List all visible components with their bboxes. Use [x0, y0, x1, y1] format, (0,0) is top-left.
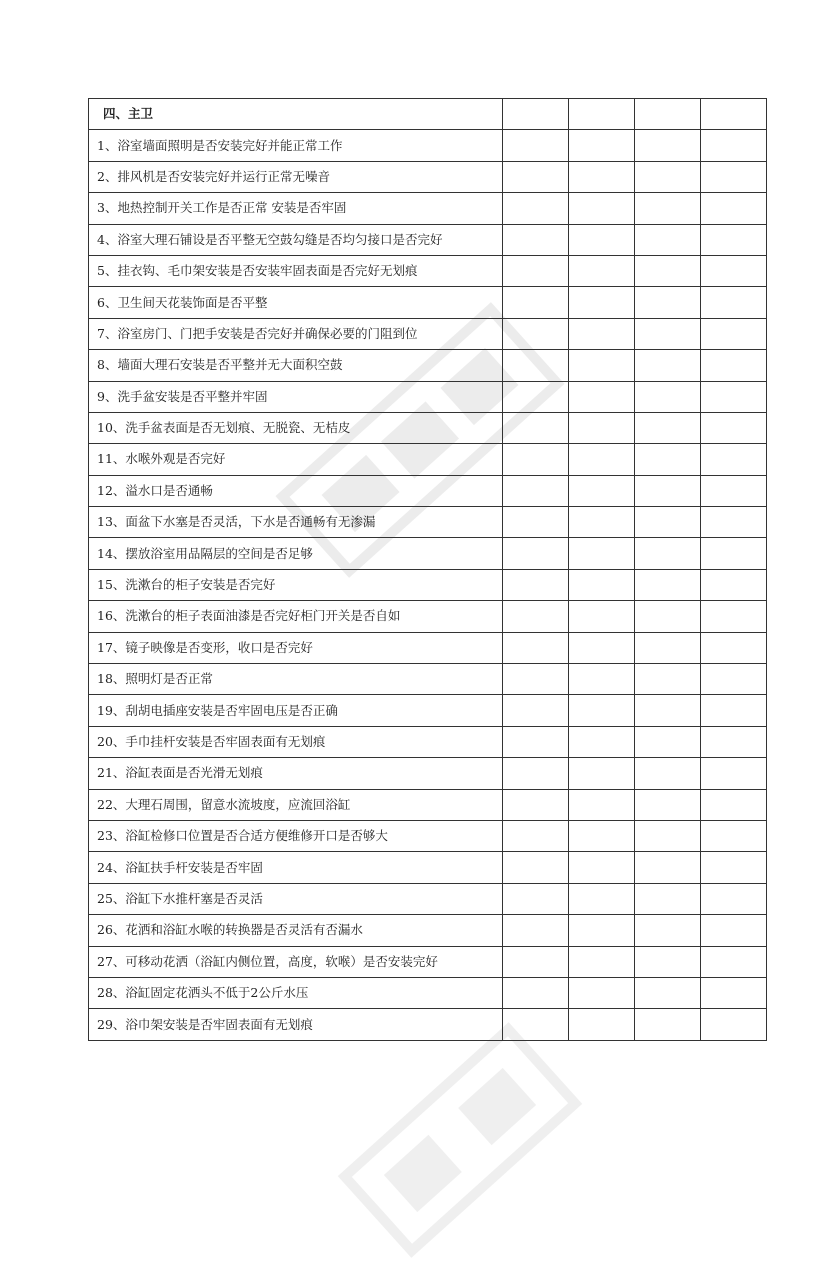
checklist-item-text: 13、面盆下水塞是否灵活，下水是否通畅有无渗漏: [89, 507, 503, 538]
check-cell[interactable]: [635, 915, 701, 946]
check-cell[interactable]: [635, 820, 701, 851]
check-cell[interactable]: [635, 444, 701, 475]
check-cell[interactable]: [635, 507, 701, 538]
checklist-item-text: 22、大理石周围，留意水流坡度，应流回浴缸: [89, 789, 503, 820]
checklist-row: [89, 255, 767, 286]
check-cell[interactable]: [701, 193, 767, 224]
check-cell[interactable]: [701, 287, 767, 318]
check-cell[interactable]: [635, 726, 701, 757]
checklist-row: [89, 758, 767, 789]
checklist-item-text: 7、浴室房门、门把手安装是否完好并确保必要的门阻到位: [89, 318, 503, 349]
check-cell[interactable]: [569, 915, 635, 946]
check-cell[interactable]: [569, 1009, 635, 1040]
checklist-item-text: 27、可移动花洒（浴缸内侧位置，高度，软喉）是否安装完好: [89, 946, 503, 977]
checklist-row: [89, 946, 767, 977]
watermark-logo-bottom: [331, 1015, 590, 1265]
checklist-row: [89, 915, 767, 946]
section-header-row: [89, 99, 767, 130]
checklist-item-text: 26、花洒和浴缸水喉的转换器是否灵活有否漏水: [89, 915, 503, 946]
checklist-item-text: 23、浴缸检修口位置是否合适方便维修开口是否够大: [89, 820, 503, 851]
check-cell[interactable]: [569, 977, 635, 1008]
checklist-item-text: 4、浴室大理石铺设是否平整无空鼓勾缝是否均匀接口是否完好: [89, 224, 503, 255]
check-cell[interactable]: [569, 852, 635, 883]
checklist-item-text: 15、洗漱台的柜子安装是否完好: [89, 569, 503, 600]
check-cell[interactable]: [503, 569, 569, 600]
checklist-row: [89, 852, 767, 883]
check-cell[interactable]: [635, 475, 701, 506]
checklist-item-text: 21、浴缸表面是否光滑无划痕: [89, 758, 503, 789]
checklist-item-text: 12、溢水口是否通畅: [89, 475, 503, 506]
check-cell[interactable]: [635, 1009, 701, 1040]
check-cell[interactable]: [503, 350, 569, 381]
check-cell[interactable]: [503, 444, 569, 475]
checklist-row: [89, 130, 767, 161]
checklist-row: [89, 1009, 767, 1040]
check-cell[interactable]: [569, 444, 635, 475]
checklist-item-text: 8、墙面大理石安装是否平整并无大面积空鼓: [89, 350, 503, 381]
check-cell[interactable]: [701, 601, 767, 632]
check-cell[interactable]: [635, 287, 701, 318]
section-title: 四、主卫: [89, 99, 503, 130]
check-cell[interactable]: [635, 601, 701, 632]
check-cell[interactable]: [503, 820, 569, 851]
check-cell[interactable]: [635, 193, 701, 224]
check-cell[interactable]: [503, 915, 569, 946]
check-cell[interactable]: [503, 883, 569, 914]
check-cell[interactable]: [569, 883, 635, 914]
check-cell[interactable]: [701, 664, 767, 695]
check-cell[interactable]: [635, 569, 701, 600]
check-cell[interactable]: [569, 726, 635, 757]
checklist-row: [89, 287, 767, 318]
checklist-row: [89, 350, 767, 381]
inspection-checklist-table: [88, 98, 767, 1041]
check-cell[interactable]: [635, 946, 701, 977]
checklist-row: [89, 664, 767, 695]
check-cell[interactable]: [701, 318, 767, 349]
checklist-row: [89, 412, 767, 443]
check-cell[interactable]: [569, 193, 635, 224]
check-cell[interactable]: [701, 538, 767, 569]
checklist-row: [89, 318, 767, 349]
check-cell[interactable]: [701, 789, 767, 820]
check-cell[interactable]: [503, 224, 569, 255]
check-cell[interactable]: [701, 130, 767, 161]
check-cell[interactable]: [569, 664, 635, 695]
check-cell[interactable]: [503, 193, 569, 224]
check-cell[interactable]: [569, 820, 635, 851]
check-cell[interactable]: [701, 99, 767, 130]
check-cell[interactable]: [503, 255, 569, 286]
check-cell[interactable]: [701, 695, 767, 726]
check-cell[interactable]: [503, 475, 569, 506]
checklist-item-text: 17、镜子映像是否变形，收口是否完好: [89, 632, 503, 663]
check-cell[interactable]: [635, 789, 701, 820]
check-cell[interactable]: [701, 632, 767, 663]
checklist-row: [89, 193, 767, 224]
check-cell[interactable]: [701, 224, 767, 255]
check-cell[interactable]: [503, 381, 569, 412]
check-cell[interactable]: [569, 789, 635, 820]
checklist-row: [89, 507, 767, 538]
check-cell[interactable]: [635, 224, 701, 255]
checklist-item-text: 20、手巾挂杆安装是否牢固表面有无划痕: [89, 726, 503, 757]
checklist-item-text: 24、浴缸扶手杆安装是否牢固: [89, 852, 503, 883]
check-cell[interactable]: [701, 977, 767, 1008]
checklist-item-text: 3、地热控制开关工作是否正常 安装是否牢固: [89, 193, 503, 224]
checklist-item-text: 10、洗手盆表面是否无划痕、无脱瓷、无桔皮: [89, 412, 503, 443]
check-cell[interactable]: [503, 601, 569, 632]
check-cell[interactable]: [635, 99, 701, 130]
check-cell[interactable]: [503, 1009, 569, 1040]
checklist-row: [89, 977, 767, 1008]
check-cell[interactable]: [569, 130, 635, 161]
checklist-row: [89, 883, 767, 914]
check-cell[interactable]: [635, 852, 701, 883]
check-cell[interactable]: [701, 915, 767, 946]
check-cell[interactable]: [503, 664, 569, 695]
checklist-item-text: 1、浴室墙面照明是否安装完好并能正常工作: [89, 130, 503, 161]
check-cell[interactable]: [635, 977, 701, 1008]
checklist-item-text: 11、水喉外观是否完好: [89, 444, 503, 475]
check-cell[interactable]: [503, 726, 569, 757]
check-cell[interactable]: [569, 475, 635, 506]
check-cell[interactable]: [701, 883, 767, 914]
checklist-item-text: 6、卫生间天花装饰面是否平整: [89, 287, 503, 318]
check-cell[interactable]: [635, 695, 701, 726]
check-cell[interactable]: [701, 475, 767, 506]
check-cell[interactable]: [503, 977, 569, 1008]
check-cell[interactable]: [635, 130, 701, 161]
check-cell[interactable]: [635, 255, 701, 286]
check-cell[interactable]: [569, 538, 635, 569]
check-cell[interactable]: [569, 161, 635, 192]
check-cell[interactable]: [701, 758, 767, 789]
checklist-row: [89, 444, 767, 475]
checklist-row: [89, 789, 767, 820]
check-cell[interactable]: [503, 130, 569, 161]
check-cell[interactable]: [569, 601, 635, 632]
check-cell[interactable]: [503, 412, 569, 443]
check-cell[interactable]: [503, 758, 569, 789]
check-cell[interactable]: [635, 350, 701, 381]
check-cell[interactable]: [569, 569, 635, 600]
check-cell[interactable]: [569, 695, 635, 726]
checklist-row: [89, 538, 767, 569]
check-cell[interactable]: [503, 538, 569, 569]
checklist-row: [89, 820, 767, 851]
checklist-row: [89, 569, 767, 600]
check-cell[interactable]: [569, 287, 635, 318]
check-cell[interactable]: [701, 444, 767, 475]
checklist-row: [89, 632, 767, 663]
check-cell[interactable]: [503, 695, 569, 726]
check-cell[interactable]: [701, 726, 767, 757]
check-cell[interactable]: [701, 381, 767, 412]
check-cell[interactable]: [503, 161, 569, 192]
check-cell[interactable]: [569, 632, 635, 663]
checklist-item-text: 5、挂衣钩、毛巾架安装是否安装牢固表面是否完好无划痕: [89, 255, 503, 286]
check-cell[interactable]: [569, 507, 635, 538]
check-cell[interactable]: [503, 318, 569, 349]
check-cell[interactable]: [503, 852, 569, 883]
check-cell[interactable]: [569, 99, 635, 130]
checklist-item-text: 29、浴巾架安装是否牢固表面有无划痕: [89, 1009, 503, 1040]
check-cell[interactable]: [569, 255, 635, 286]
check-cell[interactable]: [503, 507, 569, 538]
check-cell[interactable]: [503, 632, 569, 663]
check-cell[interactable]: [701, 1009, 767, 1040]
check-cell[interactable]: [635, 412, 701, 443]
check-cell[interactable]: [701, 852, 767, 883]
checklist-row: [89, 161, 767, 192]
check-cell[interactable]: [701, 569, 767, 600]
check-cell[interactable]: [569, 381, 635, 412]
check-cell[interactable]: [569, 758, 635, 789]
check-cell[interactable]: [701, 820, 767, 851]
check-cell[interactable]: [701, 412, 767, 443]
checklist-row: [89, 695, 767, 726]
check-cell[interactable]: [701, 350, 767, 381]
checklist-item-text: 19、刮胡电插座安装是否牢固电压是否正确: [89, 695, 503, 726]
check-cell[interactable]: [503, 946, 569, 977]
check-cell[interactable]: [503, 789, 569, 820]
check-cell[interactable]: [569, 318, 635, 349]
checklist-row: [89, 381, 767, 412]
check-cell[interactable]: [503, 99, 569, 130]
check-cell[interactable]: [635, 538, 701, 569]
check-cell[interactable]: [569, 224, 635, 255]
checklist-row: [89, 726, 767, 757]
checklist-item-text: 25、浴缸下水推杆塞是否灵活: [89, 883, 503, 914]
checklist-row: [89, 224, 767, 255]
check-cell[interactable]: [701, 161, 767, 192]
check-cell[interactable]: [635, 161, 701, 192]
checklist-item-text: 16、洗漱台的柜子表面油漆是否完好柜门开关是否自如: [89, 601, 503, 632]
checklist-row: [89, 601, 767, 632]
check-cell[interactable]: [701, 946, 767, 977]
checklist-item-text: 14、摆放浴室用品隔层的空间是否足够: [89, 538, 503, 569]
check-cell[interactable]: [701, 507, 767, 538]
checklist-item-text: 2、排风机是否安装完好并运行正常无噪音: [89, 161, 503, 192]
check-cell[interactable]: [635, 664, 701, 695]
check-cell[interactable]: [635, 883, 701, 914]
checklist-row: [89, 475, 767, 506]
check-cell[interactable]: [503, 287, 569, 318]
check-cell[interactable]: [635, 318, 701, 349]
check-cell[interactable]: [635, 381, 701, 412]
checklist-item-text: 9、洗手盆安装是否平整并牢固: [89, 381, 503, 412]
check-cell[interactable]: [635, 758, 701, 789]
check-cell[interactable]: [635, 632, 701, 663]
check-cell[interactable]: [701, 255, 767, 286]
checklist-item-text: 28、浴缸固定花洒头不低于2公斤水压: [89, 977, 503, 1008]
check-cell[interactable]: [569, 350, 635, 381]
check-cell[interactable]: [569, 946, 635, 977]
checklist-item-text: 18、照明灯是否正常: [89, 664, 503, 695]
check-cell[interactable]: [569, 412, 635, 443]
